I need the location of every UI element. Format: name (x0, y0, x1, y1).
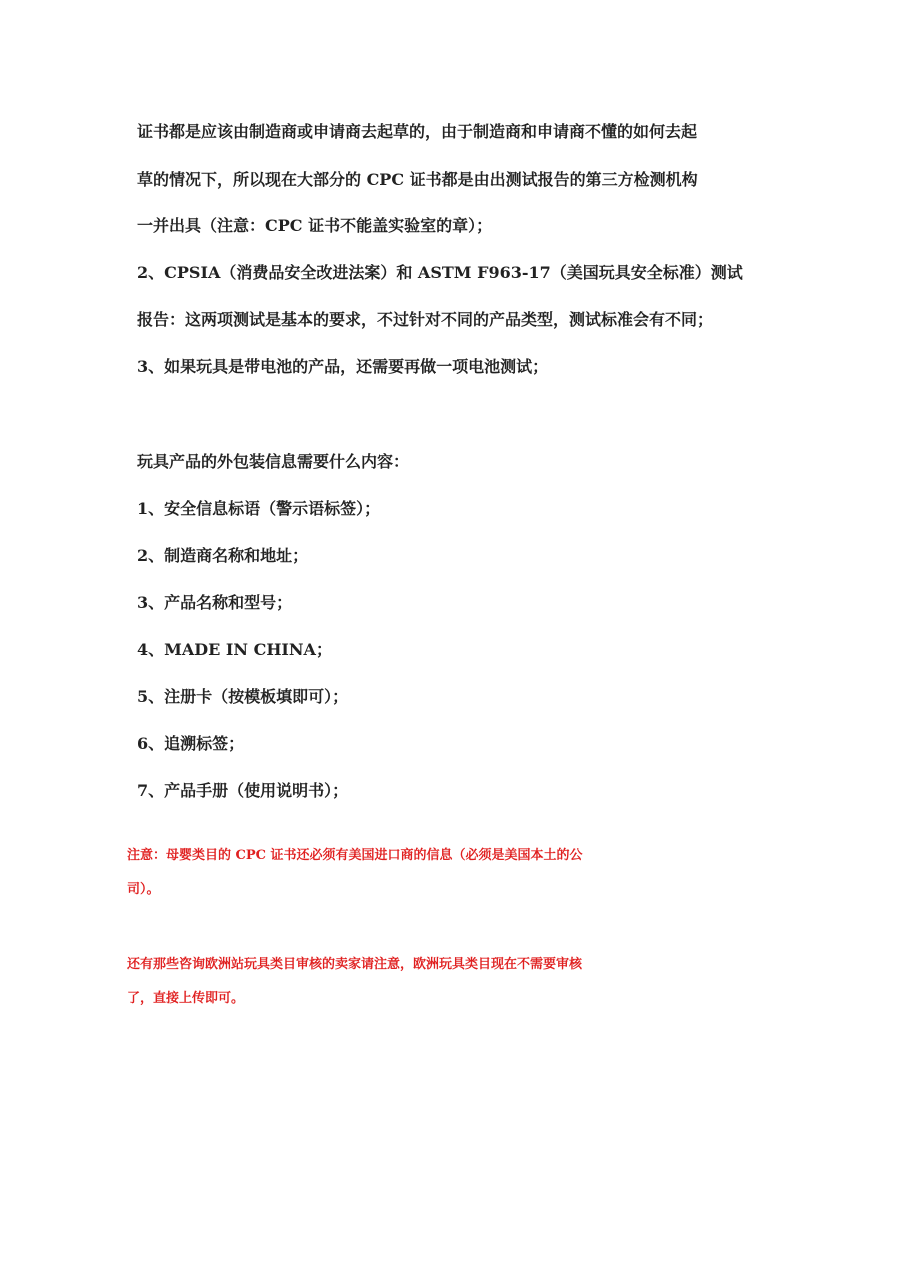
list-item: 3、产品名称和型号； (137, 593, 293, 612)
paragraph-line: 报告：这两项测试是基本的要求，不过针对不同的产品类型，测试标准会有不同； (137, 310, 714, 329)
list-item: 1、安全信息标语（警示语标签）； (137, 499, 381, 518)
paragraph-line: 草的情况下，所以现在大部分的 CPC 证书都是由出测试报告的第三方检测机构 (137, 170, 698, 189)
list-item: 2、制造商名称和地址； (137, 546, 309, 565)
paragraph-line: 3、如果玩具是带电池的产品，还需要再做一项电池测试； (137, 357, 549, 376)
section-heading: 玩具产品的外包装信息需要什么内容： (137, 452, 410, 471)
paragraph-line: 一并出具（注意：CPC 证书不能盖实验室的章）； (137, 216, 493, 235)
warning-note-line: 注意：母婴类目的 CPC 证书还必须有美国进口商的信息（必须是美国本土的公 (127, 848, 583, 863)
list-item: 4、MADE IN CHINA； (137, 640, 332, 659)
warning-note-line: 还有那些咨询欧洲站玩具类目审核的卖家请注意，欧洲玩具类目现在不需要审核 (127, 957, 583, 972)
warning-note-line: 司）。 (127, 882, 160, 897)
list-item: 6、追溯标签； (137, 734, 245, 753)
warning-note-line: 了，直接上传即可。 (127, 991, 245, 1006)
paragraph-line: 2、CPSIA（消费品安全改进法案）和 ASTM F963-17（美国玩具安全标准）测试 (137, 263, 743, 282)
paragraph-line: 证书都是应该由制造商或申请商去起草的，由于制造商和申请商不懂的如何去起 (137, 122, 698, 141)
list-item: 5、注册卡（按模板填即可）； (137, 687, 349, 706)
list-item: 7、产品手册（使用说明书）； (137, 781, 349, 800)
